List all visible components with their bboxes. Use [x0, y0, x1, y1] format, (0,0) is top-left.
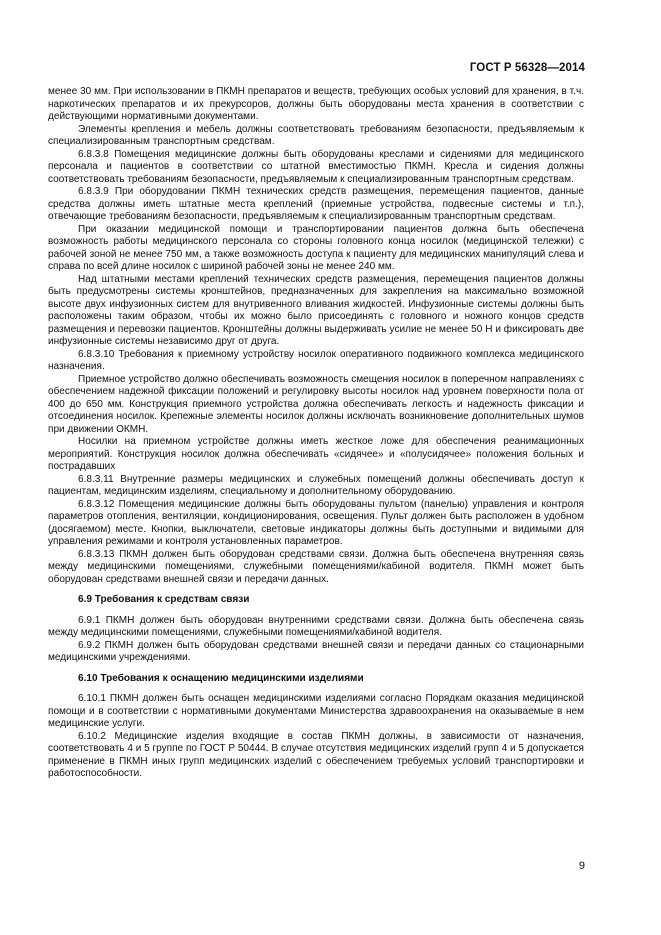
paragraph: Над штатными местами креплений технических средств размещения, перемещения пациентов должны быть предусмотрены системы кронштейнов, предназначенных для закрепления на максимально возможной высоте двух инфузионных систем для внутривенного вливания жидкостей. Инфузионные системы должны быть расположены таким образом, чтобы их можно было присоединять с головного и ножного концов средств размещения и перевозки пациентов. Кронштейны должны выдерживать усилие не менее 50 Н и фиксировать две инфузионные системы независимо друг от друга. [48, 273, 584, 347]
paragraph: 6.8.3.13 ПКМН должен быть оборудован средствами связи. Должна быть обеспечена внутренняя связь между медицинскими помещениями, служебными помещениями/кабиной водителя. ПКМН может быть оборудован средствами внешней связи и передачи данных. [48, 548, 584, 585]
paragraph: Носилки на приемном устройстве должны иметь жесткое ложе для обеспечения реанимационных мероприятий. Конструкция носилок должна обеспечивать «сидячее» и «полусидячее» положения больных и пострадавших [48, 436, 584, 472]
paragraph: 6.10.1 ПКМН должен быть оснащен медицинскими изделиями согласно Порядкам оказания медицинской помощи и в соответствии с нормативными документами Министерства здравоохранения на оказываемые в нем медицинские услуги. [48, 693, 584, 729]
paragraph: 6.8.3.9 При оборудовании ПКМН технических средств размещения, перемещения пациентов, данные средства должны иметь штатные места креплений (приемные устройства, подвесные системы и т.п.), отвечающие требованиям безопасности, предъявляемым к специализированным транспортным средствам. [48, 186, 584, 222]
paragraph: 6.8.3.12 Помещения медицинские должны быть оборудованы пультом (панелью) управления и контроля параметров отопления, вентиляции, кондиционирования, освещения. Пульт должен быть расположен в удобном (досягаемом) месте. Кнопки, выключатели, световые индикаторы должны быть доступными и видимыми для управления режимами и контроля установленных параметров. [48, 498, 584, 547]
section-heading-6-10: 6.10 Требования к оснащению медицинскими изделиями [78, 672, 364, 684]
paragraph: Элементы крепления и мебель должны соответствовать требованиям безопасности, предъявляемым к специализированным транспортным средствам. [48, 123, 584, 147]
document-body [48, 86, 584, 781]
page-number: 9 [578, 860, 585, 872]
paragraph: При оказании медицинской помощи и транспортировании пациентов должна быть обеспечена возможность работы медицинского персонала со стороны головного конца носилок (медицинской тележки) с рабочей зоной не менее 750 мм, а также возможность доступа к пациенту для медицинских манипуляций слева и справа по всей длине носилок с шириной рабочей зоны не менее 240 мм. [48, 223, 584, 272]
paragraph: Приемное устройство должно обеспечивать возможность смещения носилок в поперечном направлениях с обеспечением надежной фиксации положений и регулировку высоты носилок над уровнем поверхности пола от 400 до 650 мм. Конструкция приемного устройства должна обеспечивать легкость и надежность фиксации и отсоединения носилок. Крепежные элементы носилок должны исключать возникновение дополнительных шумов при движении ОКМН. [48, 373, 584, 435]
paragraph: менее 30 мм. При использовании в ПКМН препаратов и веществ, требующих особых условий для хранения, в т.ч. наркотических препаратов и их прекурсоров, должны быть оборудованы места хранения в соответствии с действующими нормативными документами. [48, 86, 584, 122]
section-heading-6-9: 6.9 Требования к средствам связи [78, 594, 250, 605]
paragraph: 6.9.1 ПКМН должен быть оборудован внутренними средствами связи. Должна быть обеспечена связь между медицинскими помещениями, служебными помещениями/кабиной водителя. [48, 614, 584, 638]
paragraph: 6.8.3.10 Требования к приемному устройству носилок оперативного подвижного комплекса медицинского назначения. [48, 348, 584, 372]
paragraph: 6.8.3.8 Помещения медицинские должны быть оборудованы креслами и сидениями для медицинского персонала и пациентов в соответствии со штатной вместимостью ПКМН. Кресла и сидения должны соответствовать требованиям безопасности, предъявляемым к специализированным транспортным средствам. [48, 148, 584, 185]
paragraph: 6.10.2 Медицинские изделия входящие в состав ПКМН должны, в зависимости от назначения, соответствовать 4 и 5 группе по ГОСТ Р 50444. В случае отсутствия медицинских изделий групп 4 и 5 допускается применение в ПКМН иных групп медицинских изделий с обеспечением требуемых условий транспортировки и работоспособности. [48, 730, 584, 779]
paragraph: 6.9.2 ПКМН должен быть оборудован средствами внешней связи и передачи данных со стационарными медицинскими учреждениями. [48, 639, 584, 663]
document-header: ГОСТ Р 56328—2014 [469, 62, 585, 74]
paragraph: 6.8.3.11 Внутренние размеры медицинских и служебных помещений должны обеспечивать доступ к пациентам, медицинским изделиям, специальному и дополнительному оборудованию. [48, 473, 584, 497]
